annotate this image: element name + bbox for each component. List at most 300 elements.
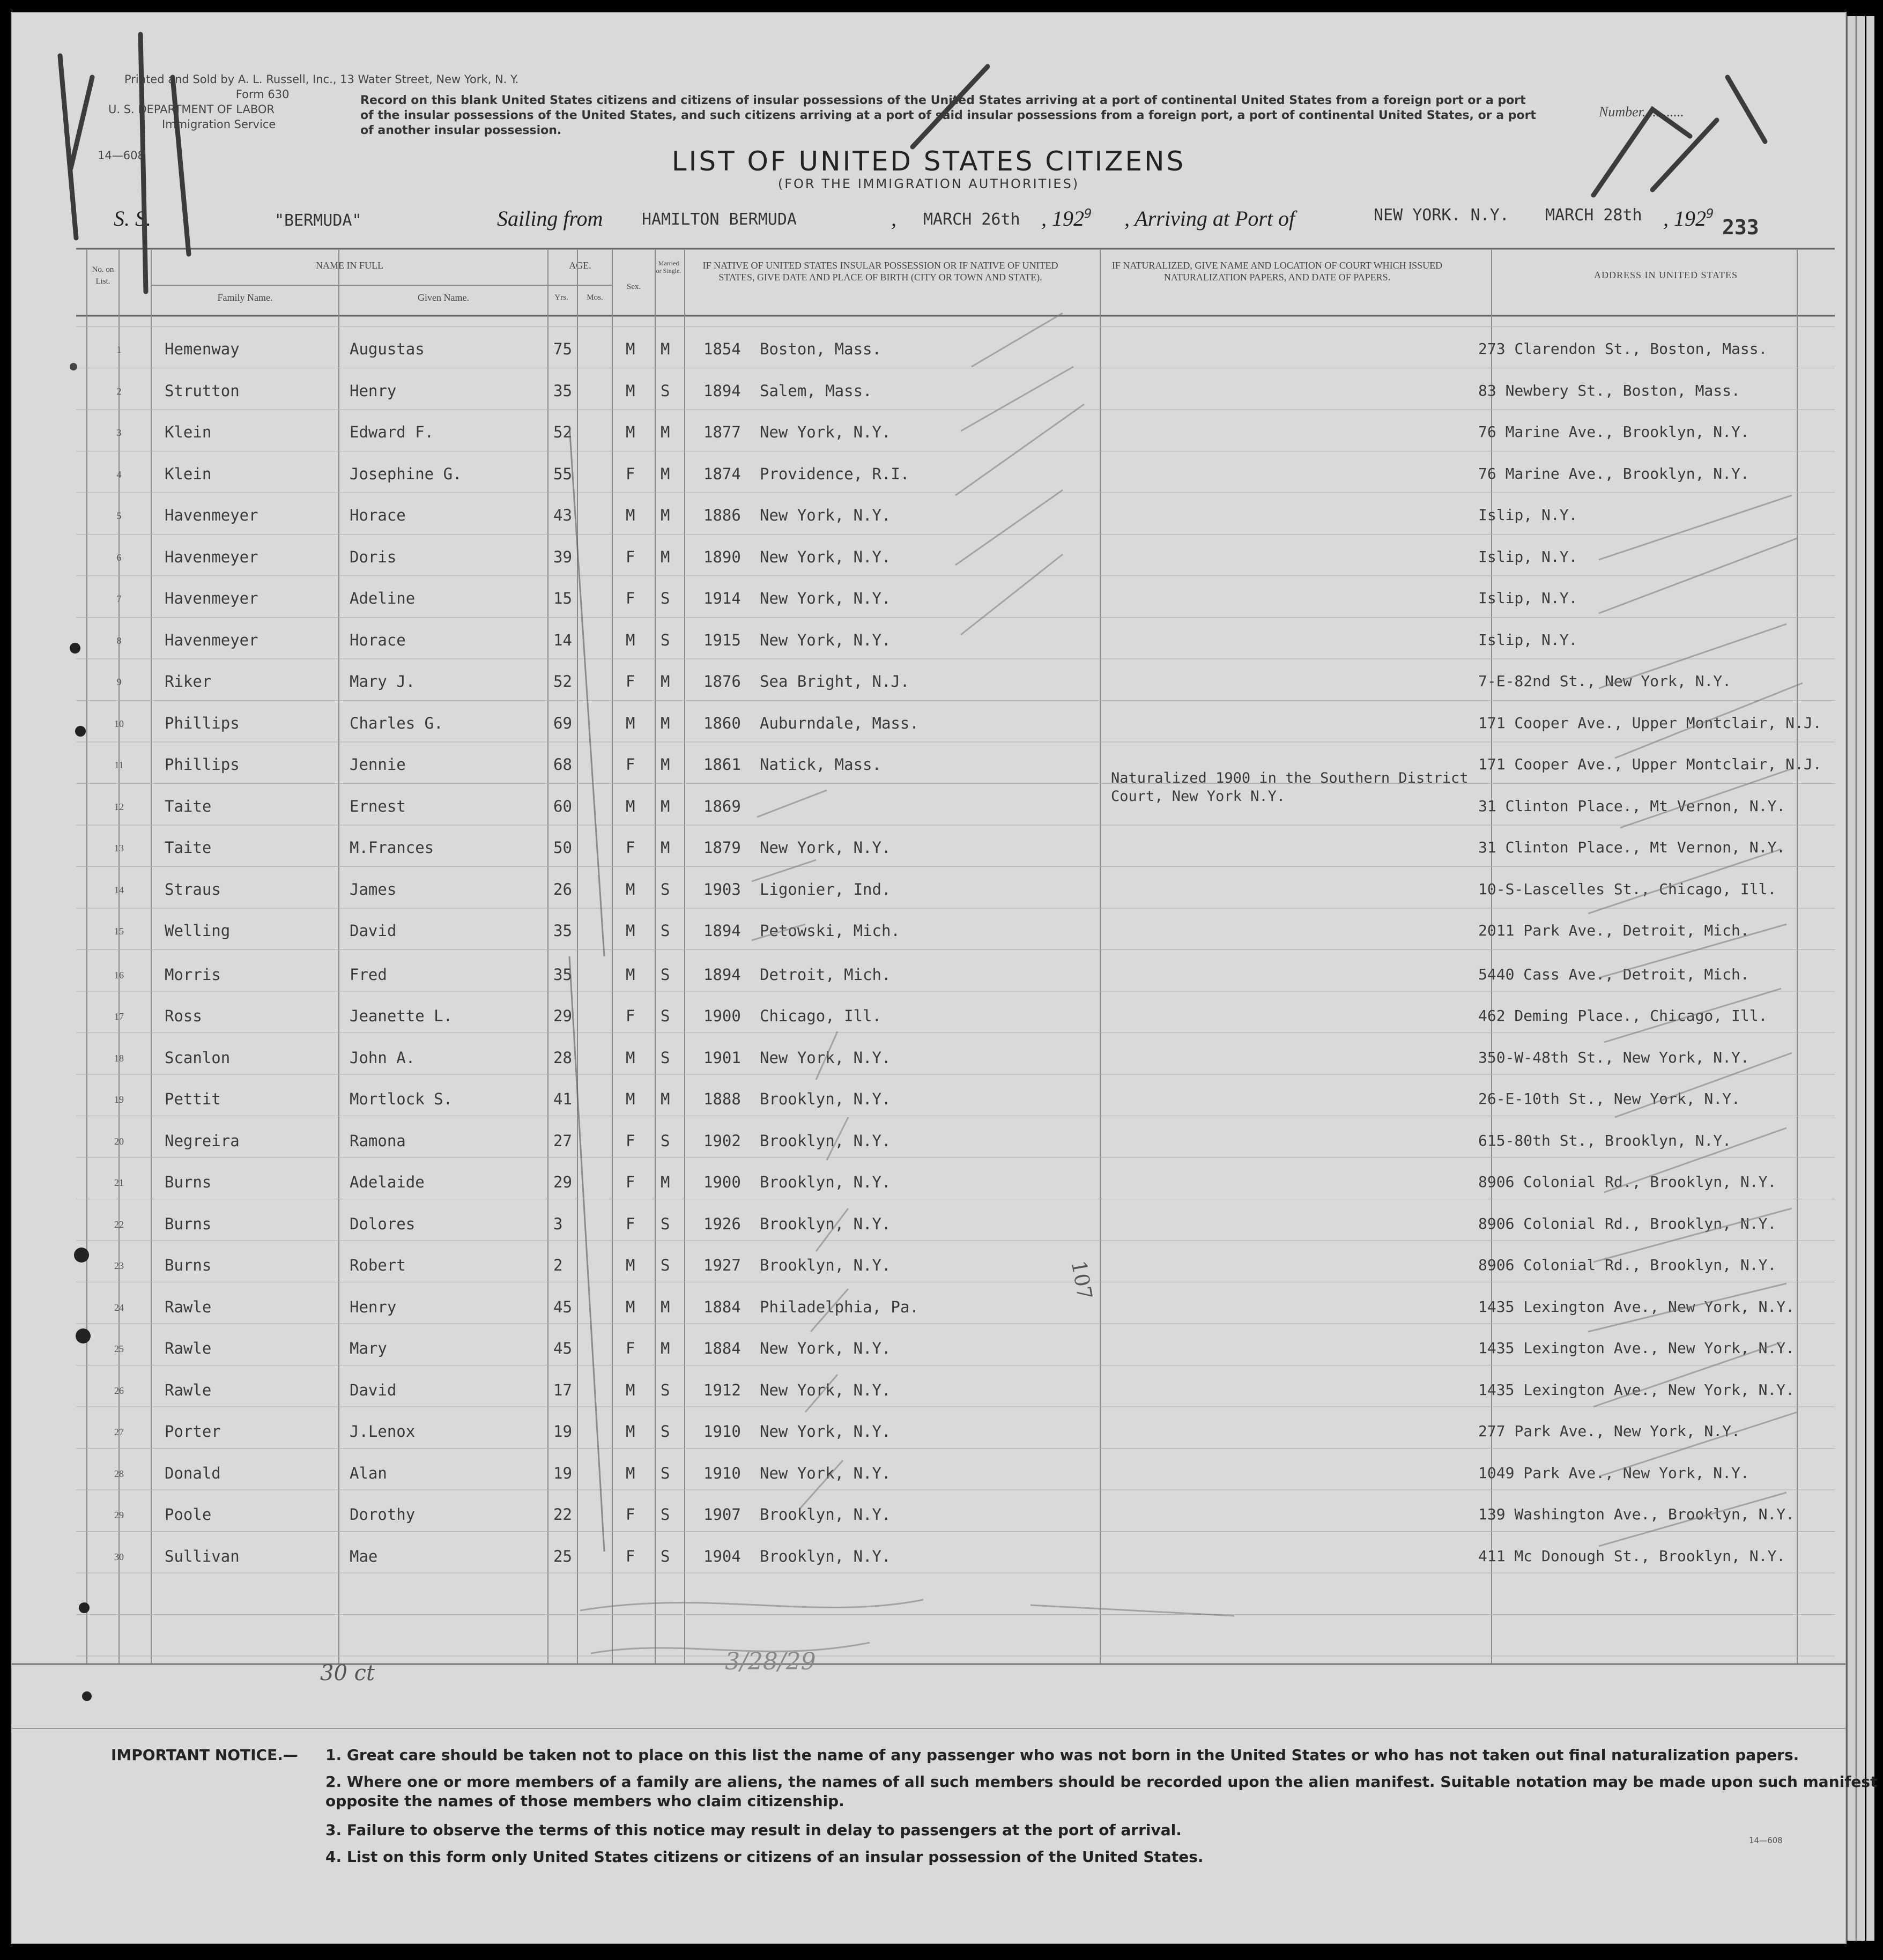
cell-address: Islip, N.Y.	[1478, 630, 1578, 649]
cell-sex: M	[626, 880, 635, 899]
cell-given: Augustas	[350, 340, 425, 358]
arriving-label: , Arriving at Port of	[1124, 206, 1295, 231]
cell-sex: M	[626, 381, 635, 400]
year-suffix-2: 9	[1706, 206, 1714, 221]
cell-birth-year: 1910	[703, 1464, 741, 1482]
header-name-in-full: NAME IN FULL	[316, 260, 383, 271]
cell-family: Klein	[165, 423, 212, 441]
cell-ms: S	[661, 1547, 670, 1565]
cell-ms: M	[661, 547, 670, 566]
cell-address: 8906 Colonial Rd., Brooklyn, N.Y.	[1478, 1214, 1777, 1233]
cell-family: Riker	[165, 672, 212, 691]
header-mos: Mos.	[587, 293, 603, 302]
cell-birth-place: Salem, Mass.	[760, 381, 872, 400]
cell-given: Jeanette L.	[350, 1007, 453, 1025]
form-code-top: 14—608	[98, 149, 145, 162]
cell-birth-year: 1912	[703, 1380, 741, 1399]
cell-no: 15	[114, 926, 124, 937]
cell-birth-year: 1900	[703, 1007, 741, 1025]
cell-given: Charles G.	[350, 714, 443, 732]
cell-family: Phillips	[165, 755, 240, 774]
cell-address: 76 Marine Ave., Brooklyn, N.Y.	[1478, 464, 1749, 482]
cell-address: 277 Park Ave., New York, N.Y.	[1478, 1422, 1740, 1440]
cell-ms: S	[661, 1505, 670, 1524]
cell-address: 8906 Colonial Rd., Brooklyn, N.Y.	[1478, 1256, 1777, 1274]
cell-ms: M	[661, 838, 670, 857]
cell-age: 15	[553, 589, 572, 607]
cell-birth-year: 1901	[703, 1048, 741, 1067]
cell-birth-year: 1915	[703, 630, 741, 649]
cell-family: Havenmeyer	[165, 630, 258, 649]
cell-birth-place: Brooklyn, N.Y.	[760, 1090, 891, 1108]
cell-given: Mortlock S.	[350, 1090, 453, 1108]
cell-age: 35	[553, 922, 572, 940]
cell-birth-place: Chicago, Ill.	[760, 1007, 881, 1025]
cell-given: Henry	[350, 381, 397, 400]
cell-birth-year: 1903	[703, 880, 741, 899]
cell-no: 13	[114, 843, 124, 853]
cell-sex: M	[626, 922, 635, 940]
form-code-bottom: 14—608	[1749, 1836, 1783, 1845]
cell-no: 2	[116, 385, 122, 397]
number-label-text: Number	[1599, 104, 1642, 120]
cell-given: Jennie	[350, 755, 406, 774]
cell-age: 29	[553, 1173, 572, 1191]
page-edge	[1866, 16, 1874, 1941]
notice-item-2: 2. Where one or more members of a family are aliens, the names of all such members should be recorded upon the alien manifest. Suitable notation may be made upon such manifest opposite the names of those members who claim citizenship.	[325, 1773, 1878, 1810]
cell-given: Adeline	[350, 589, 416, 607]
cell-birth-year: 1869	[703, 797, 741, 815]
cell-address: 1435 Lexington Ave., New York, N.Y.	[1478, 1380, 1795, 1399]
cell-ms: S	[661, 589, 670, 607]
cell-birth-place: Brooklyn, N.Y.	[760, 1505, 891, 1524]
cell-no: 3	[116, 427, 122, 438]
cell-no: 18	[114, 1052, 124, 1064]
cell-age: 52	[553, 423, 572, 441]
cell-age: 29	[553, 1007, 572, 1025]
cell-sex: F	[626, 1007, 635, 1025]
cell-birth-year: 1900	[703, 1173, 741, 1191]
header-yrs: Yrs.	[554, 293, 568, 302]
cell-family: Sullivan	[165, 1547, 240, 1565]
cell-age: 68	[553, 755, 572, 774]
cell-age: 45	[553, 1297, 572, 1316]
cell-age: 45	[553, 1339, 572, 1357]
cell-ms: S	[661, 381, 670, 400]
notice-item-3: 3. Failure to observe the terms of this notice may result in delay to passengers at the port of arrival.	[325, 1821, 1182, 1839]
cell-given: Ernest	[350, 797, 406, 815]
cell-birth-year: 1907	[703, 1505, 741, 1524]
header-given-name: Given Name.	[418, 292, 469, 303]
header-age: AGE.	[569, 260, 591, 271]
cell-sex: F	[626, 838, 635, 857]
cell-ms: M	[661, 714, 670, 732]
cell-ms: M	[661, 1173, 670, 1191]
form-number: Form 630	[235, 88, 290, 101]
cell-address: Islip, N.Y.	[1478, 547, 1578, 566]
cell-family: Morris	[165, 965, 221, 984]
arrival-date: MARCH 28th	[1545, 206, 1642, 225]
cell-birth-place: Boston, Mass.	[760, 340, 881, 358]
cell-sex: F	[626, 1214, 635, 1233]
center-mark: 107	[1066, 1259, 1097, 1302]
number-label: Number............	[1599, 104, 1684, 120]
cell-family: Havenmeyer	[165, 547, 258, 566]
cell-sex: M	[626, 1256, 635, 1274]
cell-no: 14	[114, 884, 124, 895]
cell-birth-place: New York, N.Y.	[760, 1339, 891, 1357]
cell-address: 350-W-48th St., New York, N.Y.	[1478, 1048, 1749, 1066]
cell-sex: F	[626, 1505, 635, 1524]
cell-birth-place: New York, N.Y.	[760, 423, 891, 441]
year-2: , $192^9$	[1663, 206, 1714, 231]
cell-age: 19	[553, 1464, 572, 1482]
cell-no: 28	[114, 1468, 124, 1479]
department: U. S. DEPARTMENT OF LABOR	[108, 103, 275, 116]
cell-sex: M	[626, 1464, 635, 1482]
cell-family: Poole	[165, 1505, 212, 1524]
year-prefix-1: 192	[1052, 206, 1084, 231]
cell-family: Negreira	[165, 1131, 240, 1150]
cell-no: 1	[116, 344, 122, 355]
header-address: ADDRESS IN UNITED STATES	[1593, 270, 1738, 280]
cell-age: 25	[553, 1547, 572, 1565]
cell-given: Fred	[350, 965, 387, 984]
cell-age: 35	[553, 965, 572, 984]
cell-address: 83 Newbery St., Boston, Mass.	[1478, 381, 1740, 399]
cell-no: 12	[114, 801, 124, 812]
cell-no: 9	[116, 677, 122, 687]
cell-birth-year: 1914	[703, 589, 741, 607]
cell-sex: M	[626, 797, 635, 815]
cell-no: 8	[116, 635, 122, 646]
cell-birth-year: 1861	[703, 755, 741, 774]
cell-birth-year: 1860	[703, 714, 741, 732]
cell-sex: F	[626, 547, 635, 566]
cell-birth-year: 1910	[703, 1422, 741, 1441]
cell-given: Adelaide	[350, 1173, 425, 1191]
cell-age: 26	[553, 880, 572, 899]
cell-birth-place: Brooklyn, N.Y.	[760, 1131, 891, 1150]
cell-age: 50	[553, 838, 572, 857]
cell-birth-place: New York, N.Y.	[760, 1422, 891, 1441]
cell-no: 27	[114, 1427, 124, 1437]
cell-birth-place: New York, N.Y.	[760, 589, 891, 607]
cell-family: Rawle	[165, 1339, 212, 1357]
margin-note: 30 ct	[320, 1661, 375, 1686]
header-no: No. on List.	[92, 265, 114, 286]
cell-no: 5	[116, 510, 122, 521]
ship-name: "BERMUDA"	[275, 211, 362, 230]
cell-address: 411 Mc Donough St., Brooklyn, N.Y.	[1478, 1547, 1786, 1565]
cell-ms: M	[661, 1297, 670, 1316]
cell-ms: S	[661, 1380, 670, 1399]
cell-birth-place: Brooklyn, N.Y.	[760, 1256, 891, 1274]
sailing-from: HAMILTON BERMUDA	[642, 210, 797, 229]
notice-item-4: 4. List on this form only United States citizens or citizens of an insular possession of the United States.	[325, 1848, 1204, 1866]
cell-family: Klein	[165, 464, 212, 483]
cell-no: 19	[114, 1094, 124, 1105]
cell-birth-year: 1894	[703, 381, 741, 400]
cell-family: Havenmeyer	[165, 506, 258, 524]
cell-age: 75	[553, 340, 572, 358]
cell-age: 41	[553, 1090, 572, 1108]
page-stamp: 233	[1722, 216, 1759, 239]
cell-birth-year: 1874	[703, 464, 741, 483]
cell-family: Welling	[165, 922, 231, 940]
cell-ms: M	[661, 340, 670, 358]
cell-address: 10-S-Lascelles St., Chicago, Ill.	[1478, 880, 1777, 898]
cell-sex: M	[626, 1297, 635, 1316]
cell-given: Mary J.	[350, 672, 416, 691]
arrival-port: NEW YORK. N.Y.	[1374, 206, 1509, 225]
handwritten-marks	[12, 13, 1845, 1943]
cell-address: 615-80th St., Brooklyn, N.Y.	[1478, 1131, 1732, 1149]
cell-given: Mary	[350, 1339, 387, 1357]
cell-birth-place: Philadelphia, Pa.	[760, 1297, 919, 1316]
cell-age: 2	[553, 1256, 563, 1274]
cell-ms: S	[661, 965, 670, 984]
cell-address: 139 Washington Ave., Brooklyn, N.Y.	[1478, 1505, 1795, 1523]
cell-no: 22	[114, 1219, 124, 1230]
service: Immigration Service	[162, 118, 276, 131]
cell-ms: S	[661, 1131, 670, 1150]
cell-given: Alan	[350, 1464, 387, 1482]
cell-address: 26-E-10th St., New York, N.Y.	[1478, 1090, 1740, 1108]
cell-no: 23	[114, 1260, 124, 1271]
cell-sex: F	[626, 589, 635, 607]
cell-no: 20	[114, 1135, 124, 1147]
header-married: Married or Single.	[656, 259, 681, 274]
cell-sex: F	[626, 672, 635, 691]
cell-no: 7	[116, 593, 122, 604]
cell-no: 29	[114, 1510, 124, 1520]
cell-no: 4	[116, 469, 122, 480]
year-prefix-2: 192	[1674, 206, 1706, 231]
comma: ,	[891, 206, 896, 231]
year-suffix-1: 9	[1084, 206, 1092, 221]
cell-family: Pettit	[165, 1090, 221, 1108]
cell-family: Phillips	[165, 714, 240, 732]
citizen-list-sheet	[11, 12, 1878, 1944]
header-naturalized: IF NATURALIZED, GIVE NAME AND LOCATION OF COURT WHICH ISSUED NATURALIZATION PAPERS, AND DATE OF PAPERS.	[1111, 260, 1443, 283]
cell-sex: M	[626, 423, 635, 441]
cell-family: Burns	[165, 1173, 212, 1191]
cell-age: 28	[553, 1048, 572, 1067]
cell-sex: M	[626, 1422, 635, 1441]
cell-given: John A.	[350, 1048, 416, 1067]
cell-birth-year: 1902	[703, 1131, 741, 1150]
cell-birth-year: 1854	[703, 340, 741, 358]
cell-age: 19	[553, 1422, 572, 1441]
cell-age: 35	[553, 381, 572, 400]
cell-no: 16	[114, 969, 124, 981]
cell-address: Islip, N.Y.	[1478, 589, 1578, 607]
cell-address: 462 Deming Place., Chicago, Ill.	[1478, 1007, 1768, 1024]
cell-birth-year: 1877	[703, 423, 741, 441]
cell-birth-year: 1890	[703, 547, 741, 566]
cell-address: 76 Marine Ave., Brooklyn, N.Y.	[1478, 423, 1749, 441]
cell-family: Hemenway	[165, 340, 240, 358]
cell-given: Horace	[350, 506, 406, 524]
cell-birth-year: 1876	[703, 672, 741, 691]
ss-label: S. S.	[114, 206, 151, 231]
page-edge	[1856, 16, 1865, 1941]
header-family-name: Family Name.	[217, 292, 273, 303]
cell-ms: S	[661, 922, 670, 940]
cell-ms: M	[661, 506, 670, 524]
cell-birth-place: New York, N.Y.	[760, 630, 891, 649]
cell-no: 6	[116, 552, 122, 563]
cell-no: 10	[114, 718, 124, 729]
cell-age: 3	[553, 1214, 563, 1233]
cell-birth-year: 1886	[703, 506, 741, 524]
cell-age: 27	[553, 1131, 572, 1150]
cell-age: 69	[553, 714, 572, 732]
cell-given: Edward F.	[350, 423, 434, 441]
cell-address: 1049 Park Ave., New York, N.Y.	[1478, 1464, 1749, 1482]
cell-address: 7-E-82nd St., New York, N.Y.	[1478, 672, 1732, 690]
cell-sex: F	[626, 1547, 635, 1565]
cell-address: Islip, N.Y.	[1478, 506, 1578, 524]
cell-family: Havenmeyer	[165, 589, 258, 607]
cell-birth-place: Brooklyn, N.Y.	[760, 1173, 891, 1191]
cell-birth-year: 1888	[703, 1090, 741, 1108]
cell-sex: M	[626, 1380, 635, 1399]
cell-sex: F	[626, 755, 635, 774]
cell-birth-place: Sea Bright, N.J.	[760, 672, 910, 691]
cell-age: 55	[553, 464, 572, 483]
cell-sex: M	[626, 965, 635, 984]
cell-ms: M	[661, 1090, 670, 1108]
cell-ms: M	[661, 464, 670, 483]
cell-birth-place: Brooklyn, N.Y.	[760, 1547, 891, 1565]
cell-birth-place: Detroit, Mich.	[760, 965, 891, 984]
cell-age: 60	[553, 797, 572, 815]
cell-given: James	[350, 880, 397, 899]
cell-given: Dolores	[350, 1214, 416, 1233]
cell-birth-place: Providence, R.I.	[760, 464, 910, 483]
cell-address: 171 Cooper Ave., Upper Montclair, N.J.	[1478, 714, 1822, 732]
cell-address: 171 Cooper Ave., Upper Montclair, N.J.	[1478, 755, 1822, 773]
cell-birth-place: Ligonier, Ind.	[760, 880, 891, 899]
cell-ms: S	[661, 1007, 670, 1025]
cell-family: Rawle	[165, 1297, 212, 1316]
cell-given: Mae	[350, 1547, 378, 1565]
cell-given: David	[350, 922, 397, 940]
cell-birth-place: Auburndale, Mass.	[760, 714, 919, 732]
cell-birth-place: Natick, Mass.	[760, 755, 881, 774]
cell-family: Ross	[165, 1007, 202, 1025]
cell-no: 21	[114, 1177, 124, 1188]
cell-given: M.Frances	[350, 838, 434, 857]
cell-given: Robert	[350, 1256, 406, 1274]
cell-family: Taite	[165, 797, 212, 815]
cell-no: 24	[114, 1302, 124, 1313]
cell-no: 25	[114, 1343, 124, 1354]
cell-sex: M	[626, 506, 635, 524]
cell-birth-year: 1894	[703, 965, 741, 984]
cell-ms: M	[661, 755, 670, 774]
cell-given: Josephine G.	[350, 464, 462, 483]
cell-no: 11	[114, 760, 124, 770]
cell-age: 17	[553, 1380, 572, 1399]
year-1: , $192^9$	[1041, 206, 1092, 231]
cell-given: Horace	[350, 630, 406, 649]
cell-ms: S	[661, 1422, 670, 1441]
page-edge	[1847, 16, 1856, 1941]
cell-birth-place: Petowski, Mich.	[760, 922, 900, 940]
cell-address: 273 Clarendon St., Boston, Mass.	[1478, 340, 1768, 358]
cell-sex: M	[626, 1048, 635, 1067]
cell-family: Rawle	[165, 1380, 212, 1399]
header-sex: Sex.	[626, 283, 641, 291]
cell-no: 17	[114, 1011, 124, 1022]
cell-no: 30	[114, 1551, 124, 1562]
cell-ms: S	[661, 1256, 670, 1274]
cell-age: 39	[553, 547, 572, 566]
notice-label: IMPORTANT NOTICE.—	[111, 1746, 298, 1764]
cell-given: J.Lenox	[350, 1422, 416, 1441]
cell-family: Burns	[165, 1256, 212, 1274]
cell-sex: M	[626, 340, 635, 358]
cell-birth-year: 1926	[703, 1214, 741, 1233]
printer-line: Printed and Sold by A. L. Russell, Inc., 13 Water Street, New York, N. Y.	[124, 73, 519, 86]
cell-family: Straus	[165, 880, 221, 899]
cell-address: 1435 Lexington Ave., New York, N.Y.	[1478, 1297, 1795, 1316]
sailing-label: Sailing from	[497, 206, 603, 231]
cell-address: 31 Clinton Place., Mt Vernon, N.Y.	[1478, 797, 1786, 815]
cell-address: 1435 Lexington Ave., New York, N.Y.	[1478, 1339, 1795, 1357]
cell-given: David	[350, 1380, 397, 1399]
cell-address: 5440 Cass Ave., Detroit, Mich.	[1478, 965, 1749, 983]
cell-ms: M	[661, 1339, 670, 1357]
cell-family: Taite	[165, 838, 212, 857]
cell-ms: S	[661, 880, 670, 899]
cell-birth-year: 1894	[703, 922, 741, 940]
cell-age: 22	[553, 1505, 572, 1524]
cell-ms: M	[661, 672, 670, 691]
cell-birth-place: Brooklyn, N.Y.	[760, 1214, 891, 1233]
cell-address: 31 Clinton Place., Mt Vernon, N.Y.	[1478, 838, 1786, 856]
cell-sex: F	[626, 1173, 635, 1191]
cell-birth-year: 1884	[703, 1297, 741, 1316]
cell-birth-year: 1884	[703, 1339, 741, 1357]
cell-sex: M	[626, 630, 635, 649]
cell-ms: S	[661, 1214, 670, 1233]
cell-family: Strutton	[165, 381, 240, 400]
cell-address: 2011 Park Ave., Detroit, Mich.	[1478, 922, 1749, 939]
cell-ms: S	[661, 1464, 670, 1482]
sailing-date: MARCH 26th	[923, 210, 1020, 229]
cell-sex: F	[626, 1339, 635, 1357]
page-subtitle: (FOR THE IMMIGRATION AUTHORITIES)	[777, 176, 1080, 191]
cell-birth-place: New York, N.Y.	[760, 1464, 891, 1482]
record-instructions: Record on this blank United States citizens and citizens of insular possessions of the United States arriving at a port of continental United States from a foreign port or a port of the insular possessions of the United States, and such citizens arriving at a port of said insular possessions from a foreign port, a port of continental United States, or a port of another insular possession.	[360, 94, 1536, 137]
cell-given: Doris	[350, 547, 397, 566]
header-birth: IF NATIVE OF UNITED STATES INSULAR POSSESSION OR IF NATIVE OF UNITED STATES, GIVE DATE AND PLACE OF BIRTH (CITY OR TOWN AND STATE).	[702, 260, 1058, 283]
cell-age: 43	[553, 506, 572, 524]
cell-sex: F	[626, 1131, 635, 1150]
cell-ms: M	[661, 797, 670, 815]
cell-sex: M	[626, 714, 635, 732]
cell-ms: S	[661, 1048, 670, 1067]
cell-family: Scanlon	[165, 1048, 231, 1067]
cell-given: Ramona	[350, 1131, 406, 1150]
cell-birth-place: New York, N.Y.	[760, 547, 891, 566]
cell-address: 8906 Colonial Rd., Brooklyn, N.Y.	[1478, 1173, 1777, 1191]
cell-sex: M	[626, 1090, 635, 1108]
